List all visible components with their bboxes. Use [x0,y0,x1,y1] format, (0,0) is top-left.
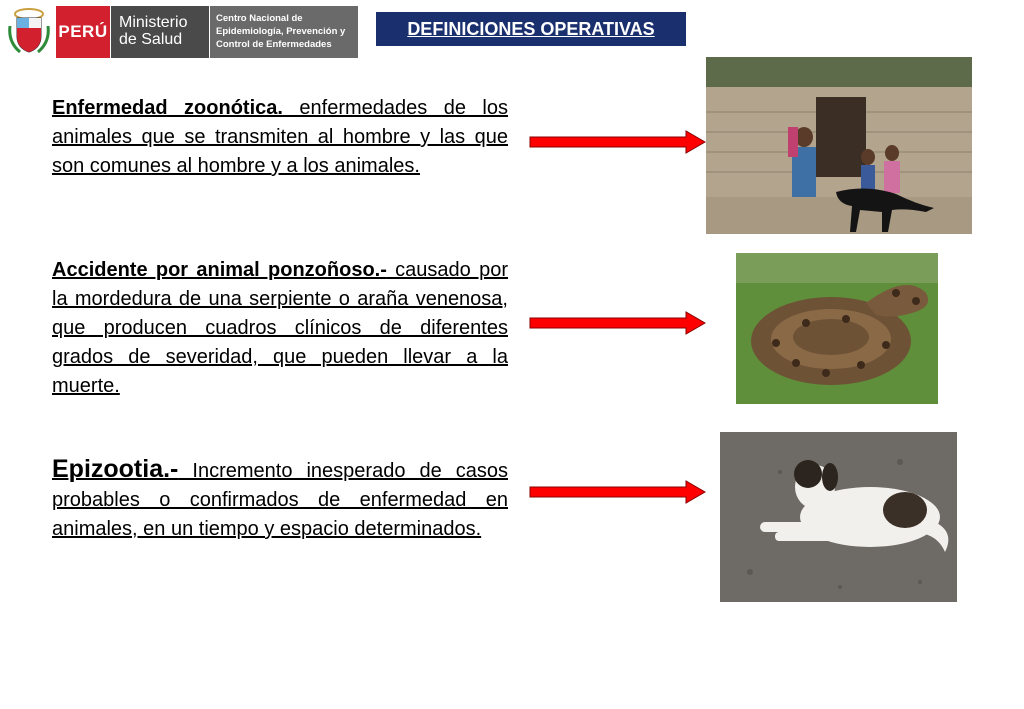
page-title [376,12,686,46]
center-line-3: Control de Enfermedades [216,39,332,50]
photo-family-with-dog [706,57,972,234]
photo-coiled-snake [736,253,938,404]
peru-coat-of-arms-icon [8,6,50,56]
header-logos [8,6,358,58]
right-arrow-icon [528,311,706,335]
right-arrow-icon [528,480,706,504]
definition-text: enfermedades de los animales que se transmiten al hombre y las que son comunes al hombre y a los animales. [52,97,508,177]
definition-term: Accidente por animal ponzoñoso.- [52,259,387,281]
center-line-2: Epidemiología, Prevención y [216,26,346,37]
ministry-line-2: de Salud [119,31,183,48]
definition-term: Enfermedad zoonótica. [52,97,283,119]
ministry-line-1: Ministerio [119,14,188,31]
center-name [210,6,358,58]
ministry-name [111,6,209,58]
definition-zoonotic [52,94,508,181]
definition-term: Epizootia.- [52,455,179,483]
definition-epizootic [52,455,508,544]
center-line-1: Centro Nacional de [216,13,303,24]
peru-label: PERÚ [56,6,110,58]
page-title-text: DEFINICIONES OPERATIVAS [407,18,655,39]
definition-venomous-accident [52,256,508,401]
right-arrow-icon [528,130,706,154]
photo-lying-dog [720,432,957,602]
definition-text: causado por la mordedura de una serpiente o araña venenosa, que producen cuadros clínicos de diferentes grados de severidad, que pueden llevar a la muerte. [52,259,508,397]
definition-text: Incremento inesperado de casos probables o confirmados de enfermedad en animales, en un tiempo y espacio determinados. [52,460,508,540]
